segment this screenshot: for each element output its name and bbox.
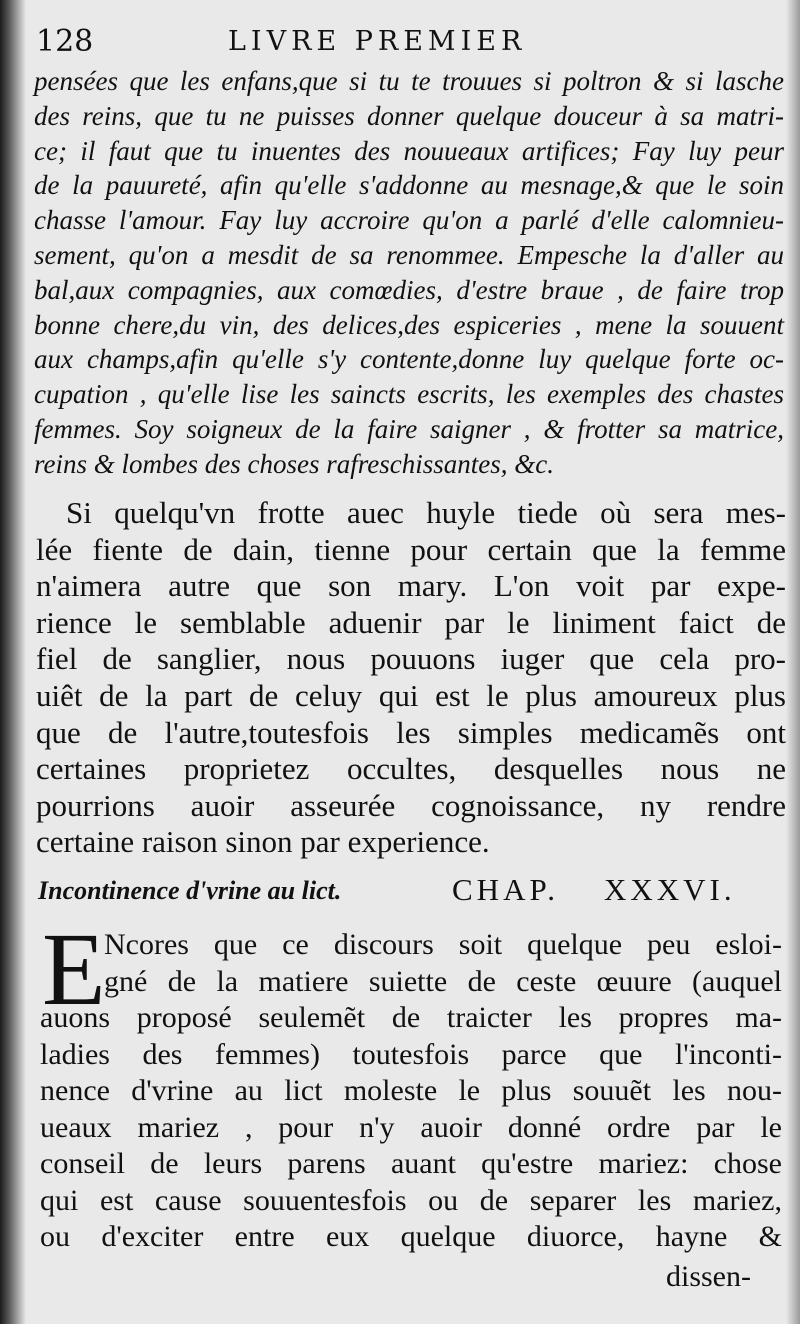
text-line: rience le semblable aduenir par le liniment faict de — [36, 604, 786, 640]
text-line: uiêt de la part de celuy qui est le plus amoureux plus — [36, 677, 786, 713]
text-line: qui est cause souuentesfois ou de separer les mariez, — [40, 1183, 782, 1217]
text-line: conseil de leurs parens auant qu'estre mariez: chose — [40, 1147, 782, 1180]
text-line: bal,aux compagnies, aux comœdies, d'estre braue , de faire trop — [34, 274, 784, 305]
text-line: ladies des femmes) toutesfois parce que l'inconti- — [40, 1037, 782, 1071]
chapter-paragraph — [40, 912, 782, 1256]
text-line: ou d'exciter entre eux quelque diuorce, hayne & — [40, 1220, 782, 1253]
text-line: n'aimera autre que son mary. L'on voit par expe- — [36, 568, 786, 604]
roman-paragraph — [36, 495, 786, 861]
running-head: LIVRE PREMIER — [228, 26, 527, 57]
text-line: femmes. Soy soigneux de la faire saigner , & frotter sa matrice, — [34, 413, 784, 444]
text-line: Ncores que ce discours soit quelque peu esloi- — [104, 928, 782, 961]
text-line: cupation , qu'elle lise les saincts escrits, les exemples des chastes — [34, 379, 784, 410]
text-line: aux champs,afin qu'elle s'y contente,donne luy quelque forte oc- — [34, 344, 784, 375]
chapter-number: XXXVI. — [604, 872, 736, 907]
catchword: dissen- — [666, 1260, 751, 1293]
text-line: des reins, que tu ne puisses donner quelque douceur à sa matri- — [34, 100, 784, 131]
text-line: de la pauureté, afin qu'elle s'addonne au mesnage,& que le soin — [34, 170, 784, 201]
text-line: bonne chere,du vin, des delices,des espiceries , mene la souuent — [34, 309, 784, 340]
italic-paragraph — [34, 64, 784, 482]
chapter-heading — [38, 870, 778, 914]
chapter-title: Incontinence d'vrine au lict. — [38, 876, 342, 905]
text-line: certaines proprietez occultes, desquelles nous ne — [36, 751, 786, 787]
text-line: ce; il faut que tu inuentes des nouueaux artifices; Fay luy peur — [34, 135, 784, 166]
text-line: ueaux mariez , pour n'y auoir donné ordre par le — [40, 1110, 782, 1144]
text-line: reins & lombes des choses rafreschissantes, &c. — [34, 448, 554, 479]
drop-cap-initial: E — [42, 912, 106, 1027]
text-line: nence d'vrine au lict moleste le plus souuẽt les nou- — [40, 1074, 782, 1107]
text-line: pensées que les enfans,que si tu te trouues si poltron & si lasche — [34, 66, 784, 96]
text-line: certaine raison sinon par experience. — [36, 824, 490, 860]
text-line: gné de la matiere suiette de ceste œuure (auquel — [104, 964, 782, 998]
text-line: sement, qu'on a mesdit de sa renommee. Empesche la d'aller au — [34, 239, 784, 270]
text-line: chasse l'amour. Fay luy accroire qu'on a parlé d'elle calomnieu- — [34, 205, 784, 236]
text-line: fiel de sanglier, nous pouuons iuger que cela pro- — [36, 641, 786, 677]
text-line: lée fiente de dain, tienne pour certain que la femme — [36, 531, 786, 567]
text-line: Si quelqu'vn frotte auec huyle tiede où sera mes- — [66, 495, 786, 530]
text-line: auons proposé seulemẽt de traicter les propres ma- — [40, 1001, 782, 1034]
text-line: que de l'autre,toutesfois les simples medicamẽs ont — [36, 714, 786, 750]
page-number: 128 — [36, 24, 94, 59]
text-line: pourrions auoir asseurée cognoissance, ny rendre — [36, 787, 786, 823]
chapter-label: CHAP. — [452, 872, 560, 907]
page-header — [36, 24, 776, 64]
